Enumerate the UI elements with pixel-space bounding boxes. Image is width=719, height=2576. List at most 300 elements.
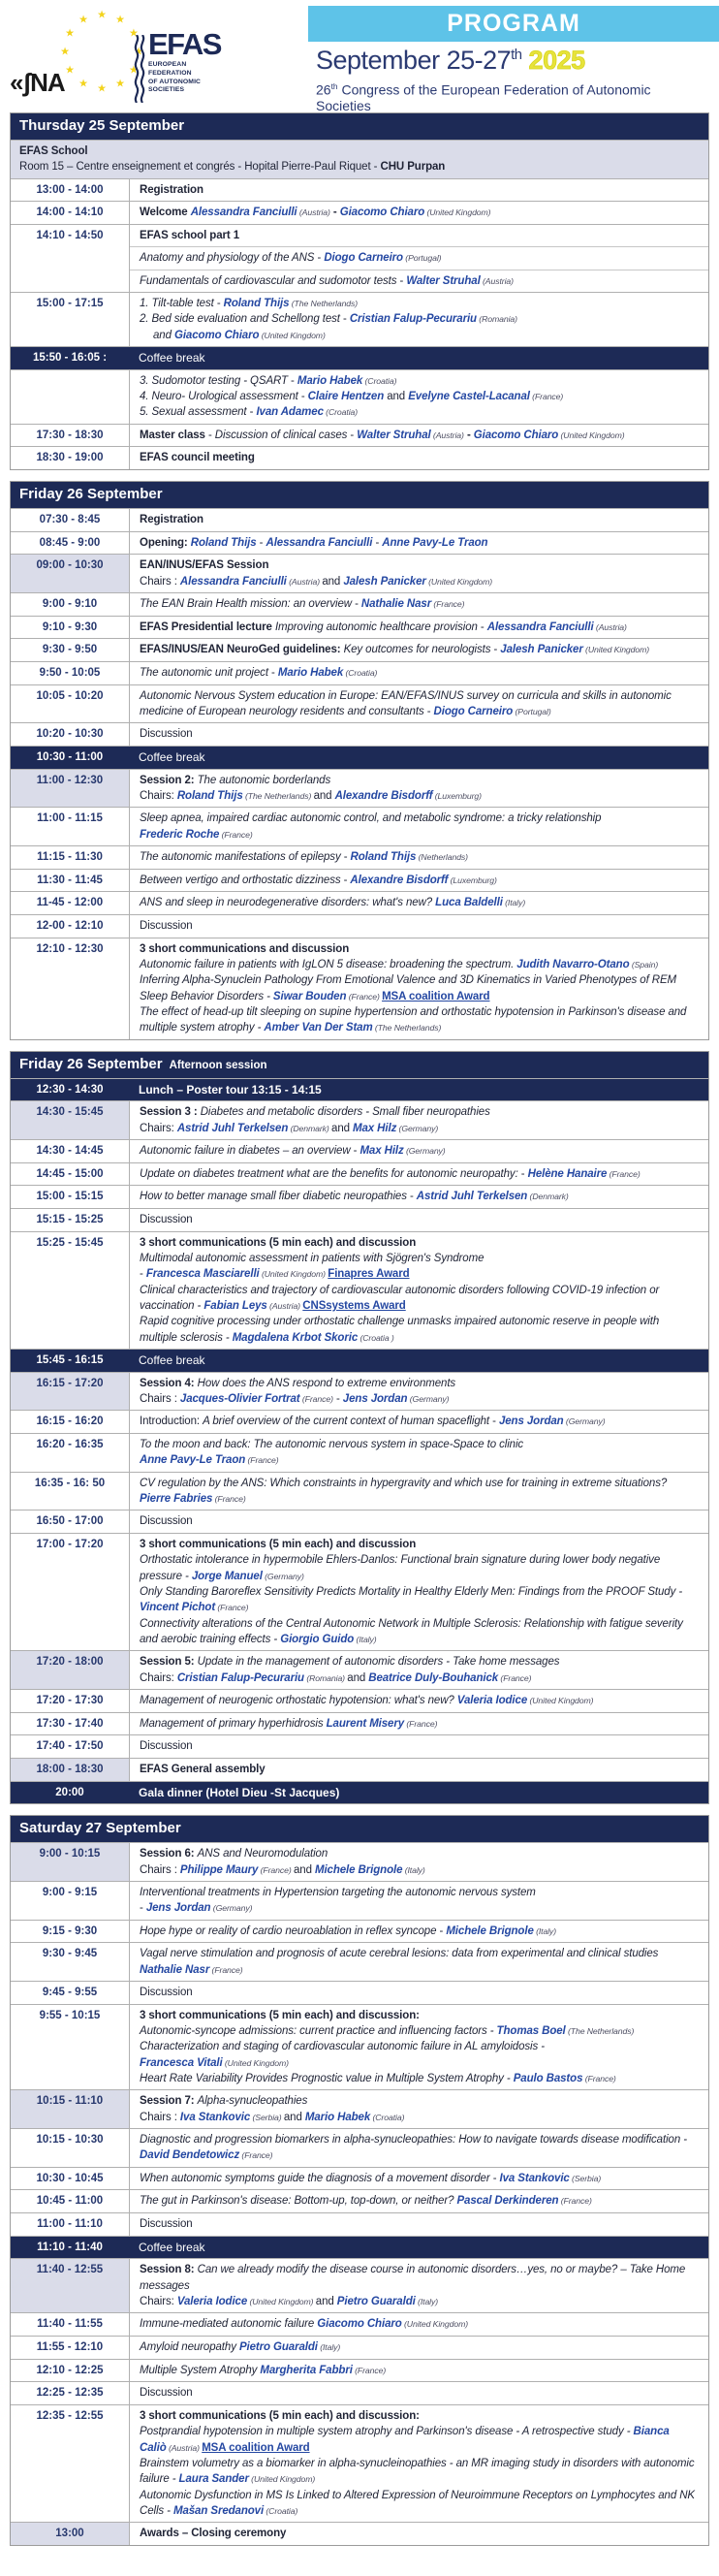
event-entry <box>130 1651 708 1689</box>
schedule-row <box>11 1533 708 1650</box>
event-line <box>140 1716 699 1732</box>
title-text: Hope hype or reality of cardio neuroablation in reflex syncope <box>140 1924 437 1937</box>
time-cell: 16:35 - 16: 50 <box>11 1473 130 1511</box>
country-label: (The Netherlands) <box>289 298 359 308</box>
event-cell <box>130 1473 708 1511</box>
country-label: (The Netherlands) <box>565 2025 635 2036</box>
event-line <box>140 557 699 573</box>
event-cell <box>130 1534 708 1650</box>
time-cell: 10:05 - 10:20 <box>11 685 130 723</box>
event-line <box>140 2363 699 2378</box>
event-entry <box>130 2129 708 2167</box>
event-line <box>140 1189 699 1204</box>
bold-text: CHU Purpan <box>380 161 446 174</box>
time-cell: 9:10 - 9:30 <box>11 617 130 639</box>
event-line <box>140 811 699 826</box>
star-icon: ★ <box>134 46 143 58</box>
event-line <box>140 873 699 888</box>
schedule-row <box>11 722 708 746</box>
plain-text: - <box>396 274 407 287</box>
country-label: (France) <box>352 2365 387 2375</box>
schedule-row <box>11 1981 708 2004</box>
title-text: The gut in Parkinson's disease: Bottom-up, top-down, or neither? <box>140 2195 457 2208</box>
event-line <box>140 2023 699 2039</box>
speaker-name: Magdalena Krbot Skoric <box>232 1331 359 1344</box>
section-subheader <box>11 140 708 178</box>
event-cell <box>130 1411 708 1433</box>
speaker-name: Walter Struhal <box>357 429 431 441</box>
plain-text: - <box>477 620 487 633</box>
event-entry <box>130 1209 708 1230</box>
title-text: 1. Tilt-table test <box>140 297 214 309</box>
event-cell <box>130 685 708 723</box>
time-cell: 9:30 - 9:50 <box>11 639 130 661</box>
event-cell <box>130 1690 708 1712</box>
page-header <box>10 6 709 113</box>
speaker-name: Giacomo Chiaro <box>339 207 425 219</box>
country-label: (Luxemburg) <box>432 790 482 801</box>
schedule-row <box>11 1942 708 1981</box>
title-text: 5. Sexual assessment <box>140 406 247 419</box>
event-entry <box>130 1186 708 1207</box>
event-line <box>140 918 699 934</box>
country-label: (Austria) <box>266 1300 303 1311</box>
schedule-row <box>11 1208 708 1231</box>
country-label: (Italy) <box>354 1634 377 1644</box>
title-text: Improving autonomic healthcare provision <box>274 620 478 633</box>
speaker-name: Anne Pavy-Le Traon <box>140 1454 246 1467</box>
break-row <box>11 2236 708 2259</box>
country-label: (Denmark) <box>527 1192 569 1202</box>
speaker-name: Jens Jordan <box>498 1415 564 1428</box>
schedule-row <box>11 2212 708 2236</box>
day-header <box>11 482 708 508</box>
time-cell: 16:15 - 16:20 <box>11 1411 130 1433</box>
time-cell: 12:25 - 12:35 <box>11 2382 130 2404</box>
schedule-row <box>11 1920 708 1943</box>
event-entry <box>130 2382 708 2403</box>
time-cell: 9:45 - 9:55 <box>11 1982 130 2004</box>
schedule-row <box>11 446 708 469</box>
country-label: (United Kingdom) <box>248 2474 316 2485</box>
schedule-row <box>11 592 708 616</box>
time-cell: 12:10 - 12:25 <box>11 2360 130 2382</box>
bold-text: EFAS/INUS/EAN NeuroGed guidelines: <box>140 644 344 656</box>
title-text: The EAN Brain Health mission: an overview <box>140 597 352 610</box>
schedule-row <box>11 661 708 684</box>
speaker-name: Jacques-Olivier Fortrat <box>179 1392 300 1405</box>
event-cell <box>130 447 708 469</box>
award-link[interactable]: CNSsystems Award <box>302 1299 406 1312</box>
bold-text: Session 8: <box>140 2264 198 2276</box>
event-cell <box>130 2523 708 2545</box>
bold-text: Awards – Closing ceremony <box>140 2528 287 2540</box>
award-link[interactable]: MSA coalition Award <box>202 2441 310 2454</box>
event-entry <box>130 425 708 446</box>
speaker-name: Francesca Masciarelli <box>145 1268 260 1281</box>
speaker-name: Walter Struhal <box>406 274 481 287</box>
time-cell: 10:20 - 10:30 <box>11 723 130 746</box>
plain-text: - <box>207 429 215 441</box>
title-text: Amyloid neuropathy <box>140 2340 239 2353</box>
event-line <box>140 1251 699 1266</box>
speaker-name: Roland Thijs <box>223 297 290 309</box>
event-line <box>140 788 699 804</box>
event-entry <box>130 2405 708 2522</box>
country-label: (Germany) <box>262 1571 304 1581</box>
time-cell: 09:00 - 10:30 <box>11 555 130 592</box>
title-text: The autonomic manifestations of epilepsy <box>140 850 341 863</box>
plain-text: - <box>340 850 351 863</box>
time-cell: 12:10 - 12:30 <box>11 938 130 1039</box>
schedule-row <box>11 1231 708 1349</box>
speaker-name: Max Hilz <box>360 1144 404 1157</box>
bold-text: 3 short communications (5 min each) and discussion: <box>140 2409 420 2422</box>
event-entry <box>130 2213 708 2235</box>
country-label: (United Kingdom) <box>527 1695 594 1705</box>
time-cell: 13:00 <box>11 2523 130 2545</box>
event-line <box>140 512 699 527</box>
plain-text: - <box>256 536 266 549</box>
title-text: ANS and Neuromodulation <box>197 1848 328 1860</box>
country-label: (Italy) <box>415 2296 439 2306</box>
event-cell <box>130 1982 708 2004</box>
bold-text: Session 6: <box>140 1848 198 1860</box>
schedule-row <box>11 2128 708 2167</box>
event-cell <box>130 915 708 938</box>
event-line <box>140 2039 699 2054</box>
country-label: (France) <box>346 991 383 1002</box>
day-header <box>11 1816 708 1842</box>
title-text: Interventional treatments in Hypertension targeting the autonomic nervous system <box>140 1886 536 1898</box>
event-line <box>140 389 699 404</box>
speaker-name: Anne Pavy-Le Traon <box>382 536 488 549</box>
plain-text: - <box>339 313 350 326</box>
country-label: (United Kingdom) <box>259 1269 328 1280</box>
time-cell: 11:10 - 11:40 <box>37 2241 103 2253</box>
event-entry <box>130 2190 708 2211</box>
star-icon: ★ <box>60 46 70 58</box>
country-label: (France) <box>558 2196 592 2207</box>
schedule-row <box>11 1510 708 1533</box>
country-label: (Portugal) <box>402 253 442 264</box>
title-text: Fundamentals of cardiovascular and sudomotor tests <box>140 274 397 287</box>
title-text: The autonomic borderlands <box>197 774 331 786</box>
plain-text: - <box>332 1392 343 1405</box>
time-cell: 17:20 - 17:30 <box>11 1690 130 1712</box>
plain-text: - <box>372 536 383 549</box>
event-line <box>140 1654 699 1670</box>
event-line <box>140 941 699 957</box>
org-line: OF AUTONOMIC <box>148 78 202 85</box>
event-line <box>140 2262 699 2294</box>
plain-text: Chairs: <box>140 1122 177 1134</box>
schedule-row <box>11 616 708 639</box>
schedule-row <box>11 2359 708 2382</box>
plain-text: Chairs : <box>140 575 180 588</box>
title-text: Management of neurogenic orthostatic hypotension: what's new? <box>140 1694 457 1706</box>
event-cell <box>130 1943 708 1981</box>
time-cell: 17:40 - 17:50 <box>11 1735 130 1758</box>
congress-subtitle-text: Congress of the European Federation of Autonomic Societies <box>316 81 651 113</box>
country-label: (Denmark) <box>288 1123 332 1133</box>
day-title: Saturday 27 September <box>19 1820 181 1837</box>
title-text: Immune-mediated autonomic failure <box>140 2318 318 2331</box>
event-line <box>140 957 699 972</box>
speaker-name: Michele Brignole <box>446 1924 534 1937</box>
country-label: (Luxemburg) <box>448 875 497 885</box>
program-table-area <box>10 112 709 2546</box>
event-cell <box>130 2090 708 2128</box>
country-label: (Austria) <box>286 576 323 587</box>
event-entry <box>130 662 708 684</box>
country-label: (France) <box>299 1393 333 1404</box>
event-cell <box>130 808 708 845</box>
title-text: 3. Sudomotor testing - QSART <box>140 374 288 387</box>
speaker-name: Jens Jordan <box>342 1392 408 1405</box>
event-entry <box>130 509 708 530</box>
event-line <box>140 1166 699 1182</box>
title-text: Autonomic Dysfunction in MS Is Linked to Altered Expression of Neuroimmune Receptors on Lymphocytes and NK Cells - <box>140 2489 695 2517</box>
schedule-row <box>11 2381 708 2404</box>
event-cell <box>130 1921 708 1943</box>
break-row <box>11 346 708 369</box>
time-cell: 14:00 - 14:10 <box>11 202 130 224</box>
plain-text: - <box>347 429 358 441</box>
event-line <box>140 373 699 389</box>
speaker-name: Alessandra Fanciulli <box>486 620 594 633</box>
country-label: (France) <box>215 1603 249 1613</box>
time-cell: 11:30 - 11:45 <box>11 870 130 892</box>
plain-text: Discussion <box>140 1213 193 1225</box>
event-line <box>140 2385 699 2401</box>
event-entry <box>130 685 708 723</box>
event-line <box>140 1846 699 1861</box>
schedule-row <box>11 2089 708 2128</box>
speaker-name: Jalesh Panicker <box>500 644 583 656</box>
star-icon: ★ <box>128 64 139 77</box>
plain-text: - <box>287 374 297 387</box>
time-cell: 17:30 - 17:40 <box>11 1713 130 1735</box>
title-text: Key outcomes for neurologists <box>343 644 491 656</box>
time-cell: 15:15 - 15:25 <box>11 1209 130 1231</box>
speaker-name: Francesca Vitali <box>140 2056 223 2069</box>
title-text: Multiple System Atrophy <box>140 2364 261 2376</box>
asna-logo-text: «ʃNA <box>10 68 65 97</box>
speaker-name: Pierre Fabries <box>140 1492 213 1505</box>
event-cell <box>130 1373 708 1411</box>
schedule-row <box>11 2004 708 2090</box>
country-label: (Italy) <box>533 1925 557 1936</box>
event-cell <box>129 1079 708 1101</box>
time-cell: 10:15 - 10:30 <box>11 2129 130 2167</box>
event-line <box>140 1476 699 1508</box>
speaker-name: Giorgio Guido <box>280 1633 355 1645</box>
bold-text: - <box>329 207 340 219</box>
country-label: (Croatia) <box>323 407 359 418</box>
time-cell: 11:00 - 11:15 <box>11 808 130 845</box>
plain-text: Discussion <box>140 728 193 741</box>
plain-text: Chairs : <box>140 1863 180 1876</box>
event-cell <box>130 225 708 292</box>
event-cell <box>130 1843 708 1881</box>
schedule-row <box>11 869 708 892</box>
speaker-name: Alexandre Bisdorff <box>334 789 433 802</box>
schedule-row <box>11 424 708 447</box>
event-cell <box>130 1759 708 1781</box>
speaker-name: Cristian Falup-Pecurariu <box>176 1671 304 1684</box>
country-label: (Serbia) <box>250 2112 284 2122</box>
schedule-row <box>11 1372 708 1411</box>
plain-text: - <box>351 597 361 610</box>
event-line <box>140 205 699 220</box>
event-entry <box>130 870 708 891</box>
title-text: How to better manage small fiber diabetic neuropathies <box>140 1191 407 1203</box>
speaker-name: Amber Van Der Stam <box>264 1022 373 1034</box>
speaker-name: Max Hilz <box>353 1122 397 1134</box>
speaker-name: Iva Stankovic <box>499 2172 570 2184</box>
award-link[interactable]: Finapres Award <box>328 1268 410 1281</box>
schedule-row <box>11 2404 708 2522</box>
title-text: Brainstem volumetry as a biomarker in alpha-synucleinopathies - an MR imaging study in disorders with autonomic failure - <box>140 2457 695 2486</box>
speaker-name: Pascal Derkinderen <box>456 2195 559 2208</box>
event-entry <box>130 293 708 346</box>
country-label: (Portugal) <box>513 706 551 716</box>
plain-text: - <box>489 2172 500 2184</box>
bold-text: EAN/INUS/EFAS Session <box>140 559 269 572</box>
speaker-name: David Bendetowicz <box>140 2149 240 2162</box>
event-cell <box>130 1511 708 1533</box>
country-label: (France) <box>245 1455 279 1466</box>
event-line <box>140 2008 699 2023</box>
time-cell: 9:00 - 9:10 <box>11 593 130 616</box>
award-link[interactable]: MSA coalition Award <box>382 990 490 1002</box>
title-text: Between vertigo and orthostatic dizziness <box>140 874 341 886</box>
event-cell <box>130 1713 708 1735</box>
date-main: September 25-27 <box>316 46 512 75</box>
country-label: (Croatia ) <box>358 1332 394 1343</box>
plain-text: Discussion <box>140 2387 193 2400</box>
country-label: (France) <box>209 1964 243 1975</box>
title-text: 4. Neuro- Urological assessment <box>140 390 298 402</box>
country-label: (Spain) <box>629 959 659 970</box>
event-entry <box>130 1473 708 1511</box>
time-cell: 18:30 - 19:00 <box>11 447 130 469</box>
title-text: Update on diabetes treatment what are the benefits for autonomic neuropathy: <box>140 1167 518 1180</box>
event-line <box>140 182 699 198</box>
time-cell: 9:00 - 10:15 <box>11 1843 130 1881</box>
plain-text: Chairs: <box>140 2295 177 2307</box>
event-line <box>140 1616 699 1648</box>
event-line <box>140 2408 699 2424</box>
country-label: (Austria) <box>297 207 330 218</box>
speaker-name: Mašan Sredanovi <box>172 2504 265 2517</box>
event-cell <box>130 1434 708 1472</box>
plain-text: and <box>347 1671 369 1684</box>
event-line <box>140 1283 699 1315</box>
country-label: (Croatia) <box>362 375 397 386</box>
bold-text: Session 7: <box>140 2095 198 2108</box>
plain-text: - <box>436 1924 447 1937</box>
country-label: (Croatia) <box>264 2505 298 2516</box>
event-entry <box>130 1232 708 1349</box>
time-cell: 11:40 - 12:55 <box>11 2259 130 2312</box>
year-badge: 2025 <box>528 46 585 75</box>
country-label: (Croatia) <box>343 667 378 678</box>
event-cell <box>130 617 708 639</box>
time-cell: 17:30 - 18:30 <box>11 425 130 447</box>
schedule-row <box>11 531 708 555</box>
event-entry <box>130 770 708 808</box>
event-entry <box>130 1373 708 1411</box>
country-label: (Germany) <box>396 1123 439 1133</box>
break-row <box>11 746 708 769</box>
speaker-name: Roland Thijs <box>190 536 257 549</box>
schedule-row <box>11 807 708 845</box>
speaker-name: Laura Sander <box>178 2473 249 2486</box>
title-text: Clinical characteristics and trajectory of cardiovascular autonomic disorders following COVID-19 infection or vaccination - <box>140 1284 660 1312</box>
event-entry <box>130 202 708 223</box>
event-line <box>140 773 699 788</box>
event-line <box>140 726 699 742</box>
event-entry <box>130 179 708 201</box>
event-cell <box>130 846 708 869</box>
speaker-name: Michele Brignole <box>314 1863 403 1876</box>
time-cell: 18:00 - 18:30 <box>11 1759 130 1781</box>
event-entry <box>130 892 708 913</box>
congress-ordinal: th <box>330 81 338 91</box>
bold-text: 3 short communications (5 min each) and discussion <box>140 1236 417 1249</box>
country-label: (Croatia) <box>370 2112 405 2122</box>
bold-text: Session 5: <box>140 1656 198 1669</box>
title-text: Alpha-synucleopathies <box>197 2095 308 2108</box>
event-line <box>140 1584 699 1616</box>
plain-text: Chairs: <box>140 1671 177 1684</box>
time-cell: 08:45 - 9:00 <box>11 532 130 555</box>
bold-text: 3 short communications and discussion <box>140 942 350 955</box>
time-cell: 15:50 - 16:05 : <box>32 351 108 364</box>
star-icon: ★ <box>128 27 139 40</box>
event-entry <box>130 370 708 424</box>
time-cell: 12-00 - 12:10 <box>11 915 130 938</box>
event-line <box>140 665 699 681</box>
country-label: (United Kingdom) <box>259 330 326 340</box>
speaker-name: Ivan Adamec <box>256 406 324 419</box>
event-line <box>140 228 699 243</box>
event-entry <box>130 1140 708 1161</box>
schedule-row <box>11 2258 708 2312</box>
event-cell <box>130 509 708 531</box>
speaker-name: Mario Habek <box>297 374 363 387</box>
plain-text: - <box>246 406 257 419</box>
title-text: Characterization and staging of cardiovascular autonomic failure in AL amyloidosis - <box>140 2041 545 2053</box>
event-cell <box>130 2313 708 2336</box>
time-cell: 15:00 - 15:15 <box>11 1186 130 1208</box>
program-banner <box>308 6 719 42</box>
schedule-row <box>11 1758 708 1781</box>
speaker-name: Alexandre Bisdorff <box>350 874 449 886</box>
star-icon: ★ <box>65 27 76 40</box>
event-cell <box>130 2213 708 2236</box>
country-label: (United Kingdom) <box>582 645 650 655</box>
speaker-name: Roland Thijs <box>176 789 243 802</box>
schedule-row <box>11 1100 708 1139</box>
event-entry <box>130 2090 708 2128</box>
break-label: Coffee break <box>139 351 205 366</box>
event-cell <box>130 2129 708 2167</box>
event-cell <box>130 2190 708 2212</box>
speaker-name: Claire Hentzen <box>307 390 385 402</box>
